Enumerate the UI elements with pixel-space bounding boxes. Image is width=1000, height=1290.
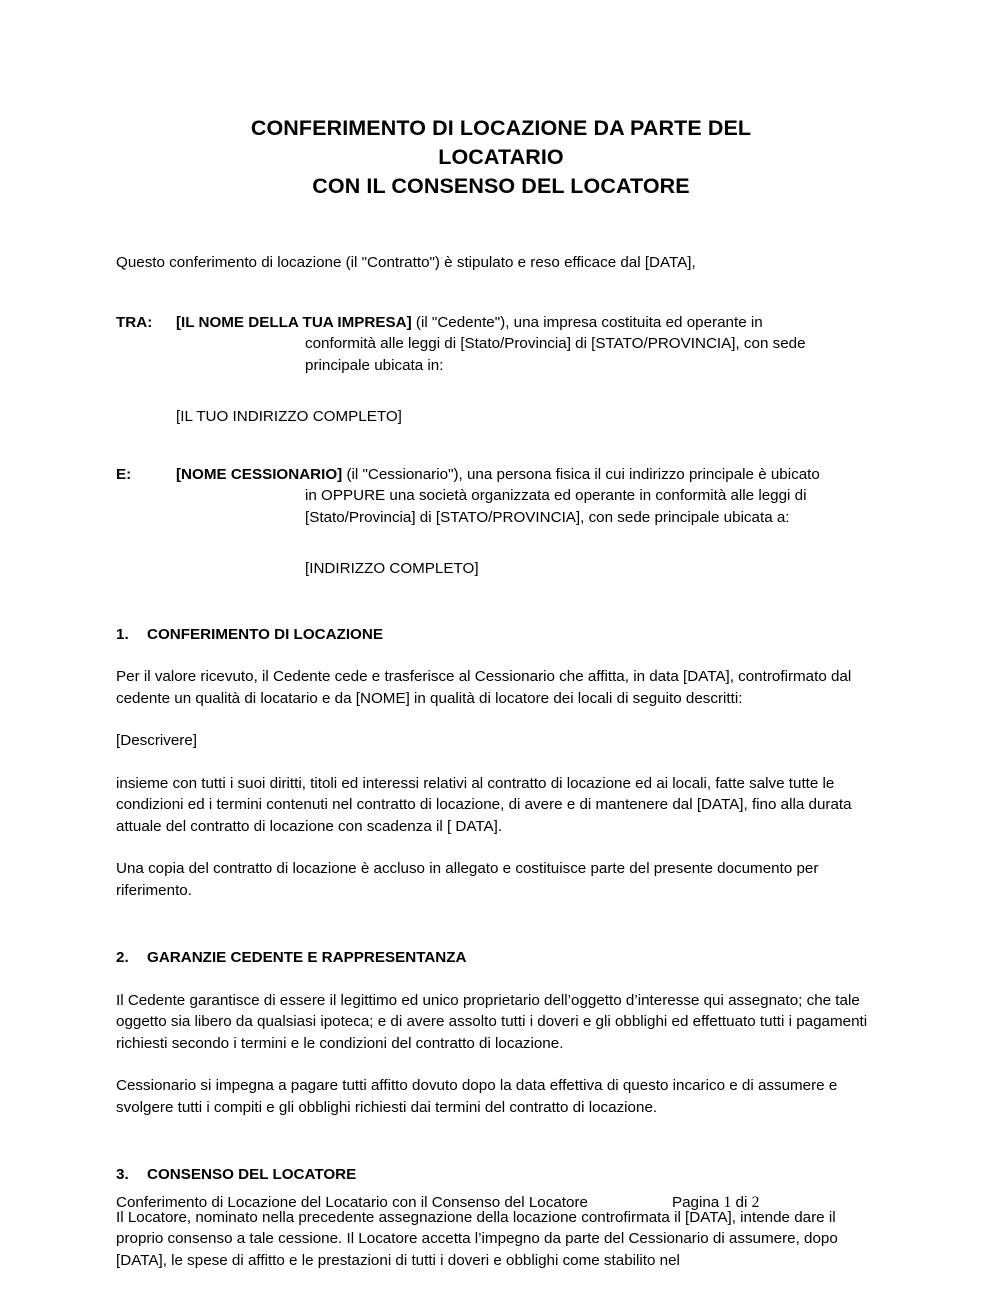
spacer (116, 274, 886, 312)
section-1-paragraph: Per il valore ricevuto, il Cedente cede e trasferisce al Cessionario che affitta, in data [DATA], controfirmato dal cedente un qualità di locatario e da [NOME] in qualità di locatore dei locali di seguito descritti: (116, 668, 852, 707)
intro-paragraph: Questo conferimento di locazione (il "Contratto") è stipulato e reso efficace dal [DATA], (116, 254, 696, 271)
spacer (116, 580, 886, 624)
section-title-2: GARANZIE CEDENTE E RAPPRESENTANZA (147, 949, 467, 966)
section-heading-3 (116, 1164, 886, 1186)
spacer (116, 645, 886, 666)
party-continuation-line: conformità alle leggi di [Stato/Provincia] di [STATO/PROVINCIA], con sede (305, 335, 806, 352)
section-number-1: 1. (116, 625, 129, 643)
footer-document-name: Conferimento di Locazione del Locatario con il Consenso del Locatore (116, 1194, 588, 1211)
footer-pagination (672, 1192, 759, 1213)
section-1-paragraph: Una copia del contratto di locazione è accluso in allegato e costituisce parte del presente documento per riferimento. (116, 860, 819, 899)
section-3-paragraph: Il Locatore, nominato nella precedente assegnazione della locazione controfirmata il [DATA], intende dare il proprio consenso a tale cessione. Il Locatore accetta l’impegno da parte del Cessionario di assumere, dopo [DATA], le spese di affitto e le prestazioni di tutti i doveri e obblighi come stabilito nel (116, 1208, 838, 1269)
party-continuation-line: in OPPURE una società organizzata ed operante in conformità alle leggi di (305, 487, 807, 504)
party-first-line-assignor (176, 312, 886, 334)
section-number-2: 2. (116, 949, 129, 966)
spacer (116, 709, 886, 730)
section-2-paragraph: Cessionario si impegna a pagare tutti affitto dovuto dopo la data effettiva di questo incarico e di assumere e svolgere tutti i compiti e gli obblighi richiesti dai termini del contratto di locazione. (116, 1077, 838, 1116)
party-label-e: E: (116, 465, 132, 483)
footer-page-total: 2 (751, 1194, 760, 1211)
section-heading-1 (116, 624, 886, 646)
spacer (116, 201, 886, 252)
party-block-assignee (116, 464, 886, 529)
section-1-paragraph: insieme con tutti i suoi diritti, titoli ed interessi relativi al contratto di locazione ed ai locali, fatte salve tutte le condizioni ed i termini contenuti nel contratto di locazione, di avere e di mantenere dal [DATA], fino alla durata attuale del contratto di locazione con scadenza il [ DATA]. (116, 774, 852, 835)
title-line-3: CON IL CONSENSO DEL LOCATORE (312, 174, 690, 198)
section-heading-2 (116, 947, 886, 969)
spacer (116, 752, 886, 773)
spacer (116, 428, 886, 464)
party-name-assignee: [NOME CESSIONARIO] (176, 465, 343, 483)
party-continuation-line: [Stato/Provincia] di [STATO/PROVINCIA], con sede principale ubicata a: (305, 508, 790, 526)
spacer (116, 969, 886, 990)
page-title (116, 0, 886, 201)
footer-page-number: 1 (723, 1194, 732, 1211)
page-footer (116, 1192, 886, 1213)
title-line-2: LOCATARIO (438, 145, 564, 169)
spacer (116, 376, 886, 406)
party-label-tra: TRA: (116, 313, 153, 331)
party-first-line-assignee (176, 464, 886, 486)
document-body (116, 0, 886, 1271)
section-number-3: 3. (116, 1166, 129, 1183)
party-name-assignor: [IL NOME DELLA TUA IMPRESA] (176, 313, 412, 331)
address-assignor: [IL TUO INDIRIZZO COMPLETO] (176, 408, 402, 425)
section-title-1: CONFERIMENTO DI LOCAZIONE (147, 625, 383, 643)
spacer (116, 1118, 886, 1164)
section-1-describe-placeholder: [Descrivere] (116, 732, 198, 749)
title-line-1: CONFERIMENTO DI LOCAZIONE DA PARTE DEL (250, 116, 752, 140)
party-continuation-line: principale ubicata in: (305, 356, 444, 374)
spacer (116, 1054, 886, 1075)
party-first-line-text-assignee: (il "Cessionario"), una persona fisica il cui indirizzo principale è ubicato (342, 465, 820, 483)
section-2-paragraph: Il Cedente garantisce di essere il legittimo ed unico proprietario dell’oggetto d’interesse qui assegnato; che tale oggetto sia libero da qualsiasi ipoteca; e di avere assolto tutti i doveri e gli obblighi ed effettuato tutti i pagamenti richiesti secondo i termini e le condizioni del contratto di locazione. (116, 991, 868, 1052)
party-first-line-text-assignor: (il "Cedente"), una impresa costituita ed operante in (411, 313, 763, 331)
spacer (116, 837, 886, 858)
spacer (116, 528, 886, 558)
footer-page-word: Pagina (671, 1194, 720, 1211)
section-title-3: CONSENSO DEL LOCATORE (147, 1166, 357, 1183)
party-block-assignor (116, 312, 886, 377)
address-assignee: [INDIRIZZO COMPLETO] (305, 560, 479, 577)
spacer (116, 901, 886, 947)
footer-of-word: di (735, 1194, 748, 1211)
